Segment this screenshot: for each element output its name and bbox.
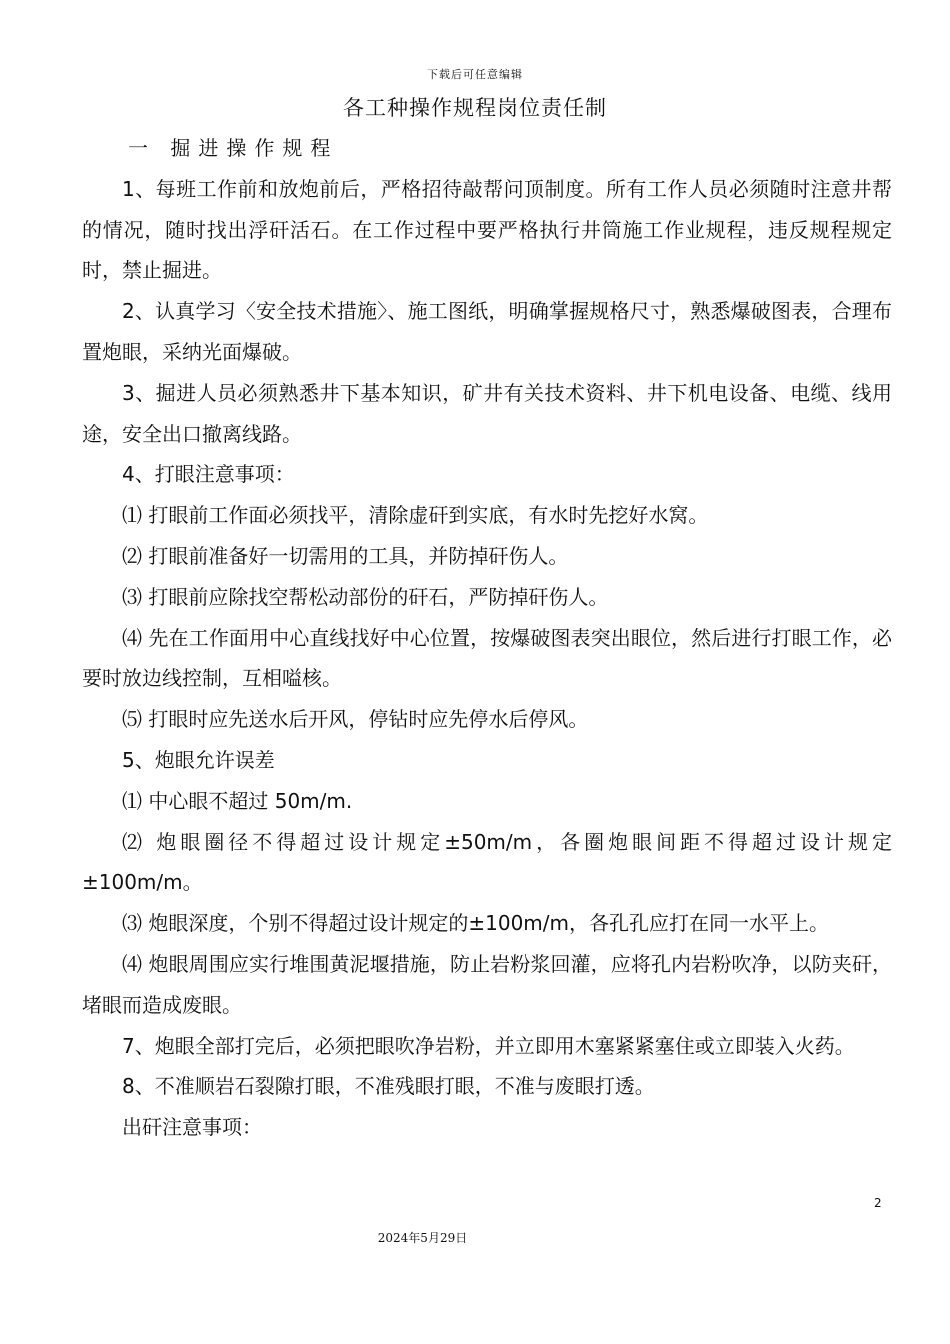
footer-date: 2024年5月29日 — [377, 1231, 468, 1245]
paragraph-4-2: ⑵ 打眼前准备好一切需用的工具，并防掉矸伤人。 — [122, 543, 569, 568]
paragraph-5-1: ⑴ 中心眼不超过 50m/m. — [122, 788, 353, 813]
page-number: 2 — [874, 1196, 882, 1210]
section-heading: 一 掘进操作规程 — [128, 136, 339, 160]
paragraph-1: 1、每班工作前和放炮前后，严格招待敲帮问顶制度。所有工作人员必须随时注意井帮的情况，随时找出浮矸活石。在工作过程中要严格执行井筒施工作业规程，违反规程规定时，禁止掘进。 — [82, 176, 892, 283]
document-body — [82, 128, 892, 1148]
paragraph-7: 7、炮眼全部打完后，必须把眼吹净岩粉，并立即用木塞紧紧塞住或立即装入火药。 — [122, 1033, 855, 1058]
paragraph-5: 5、炮眼允许误差 — [122, 747, 275, 772]
paragraph-5-4: ⑷ 炮眼周围应实行堆围黄泥堰措施，防止岩粉浆回灌，应将孔内岩粉吹净，以防夹矸，堵眼而造成废眼。 — [82, 951, 892, 1017]
paragraph-5-2: ⑵ 炮眼圈径不得超过设计规定±50m/m，各圈炮眼间距不得超过设计规定±100m/m。 — [82, 829, 892, 895]
paragraph-4-1: ⑴ 打眼前工作面必须找平，清除虚矸到实底，有水时先挖好水窝。 — [122, 503, 709, 528]
paragraph-4-4: ⑷ 先在工作面用中心直线找好中心位置，按爆破图表突出眼位，然后进行打眼工作，必要时放边线控制，互相嗌核。 — [82, 625, 892, 691]
document-title: 各工种操作规程岗位责任制 — [343, 96, 607, 120]
paragraph-4-3: ⑶ 打眼前应除找空帮松动部份的矸石，严防掉矸伤人。 — [122, 584, 609, 609]
header-note: 下载后可任意编辑 — [427, 68, 523, 81]
paragraph-2: 2、认真学习〈安全技术措施〉、施工图纸，明确掌握规格尺寸，熟悉爆破图表，合理布置炮眼，采纳光面爆破。 — [82, 299, 892, 364]
paragraph-4: 4、打眼注意事项： — [122, 462, 295, 487]
paragraph-4-5: ⑸ 打眼时应先送水后开风，停钻时应先停水后停风。 — [122, 707, 589, 732]
paragraph-5-3: ⑶ 炮眼深度，个别不得超过设计规定的±100m/m，各孔孔应打在同一水平上。 — [122, 911, 829, 936]
paragraph-3: 3、掘进人员必须熟悉井下基本知识，矿井有关技术资料、井下机电设备、电缆、线用途，安全出口撤离线路。 — [82, 380, 892, 446]
paragraph-muck-heading: 出矸注意事项： — [122, 1115, 262, 1140]
paragraph-8: 8、不准顺岩石裂隙打眼，不准残眼打眼，不准与废眼打透。 — [122, 1074, 655, 1099]
